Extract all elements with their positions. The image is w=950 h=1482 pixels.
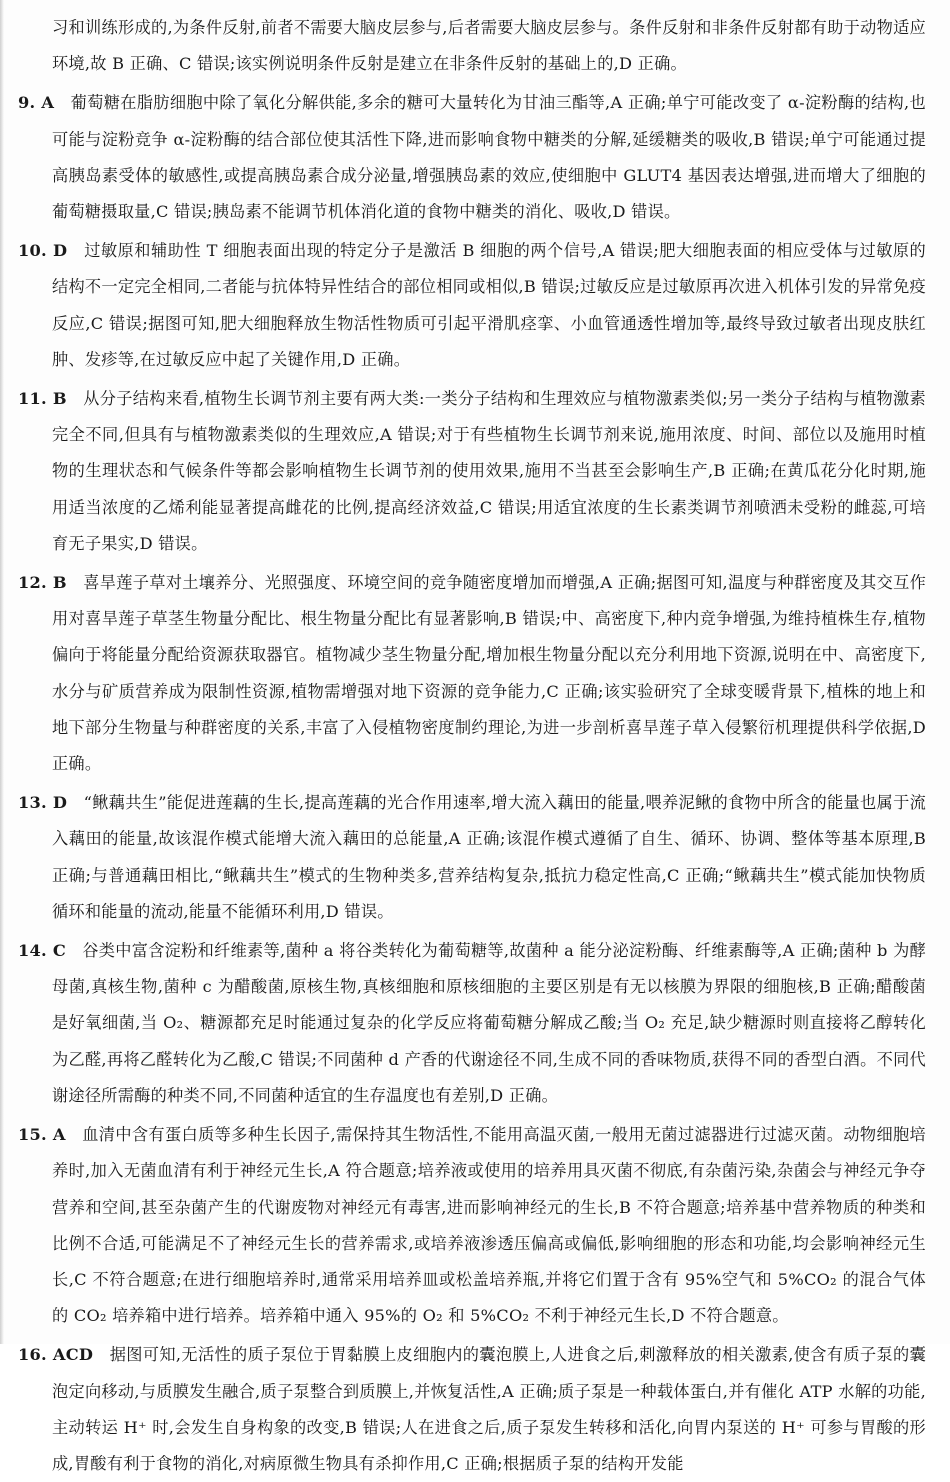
scan-shadow <box>0 0 4 1344</box>
answer-text: 谷类中富含淀粉和纤维素等,菌种 a 将谷类转化为葡萄糖等,故菌种 a 能分泌淀粉酶、纤维素酶等,A 正确;菌种 b 为酵母菌,真核生物,菌种 c 为醋酸菌,原核生物,真核细胞和原核细胞的主要区别是有无以核膜为界限的细胞核,B 正确;醋酸菌是好氧细菌,当 O₂、糖源都充足时能通过复杂的化学反应将葡萄糖分解成乙酸;当 O₂ 充足,缺少糖源时则直接将乙醇转化为乙醛,再将乙醛转化为乙酸,C 错误;不同菌种 d 产香的代谢途径不同,生成不同的香味物质,获得不同的香型白酒。不同代谢途径所需酶的种类不同,不同菌种适宜的生存温度也有差别,D 正确。 <box>52 941 927 1105</box>
answer-label: 11. B <box>18 389 67 409</box>
answer-item-11 <box>18 381 926 562</box>
answer-item-9 <box>18 85 926 230</box>
answer-text: 葡萄糖在脂肪细胞中除了氧化分解供能,多余的糖可大量转化为甘油三酯等,A 正确;单宁可能改变了 α-淀粉酶的结构,也可能与淀粉竞争 α-淀粉酶的结合部位使其活性下降,进而影响食物中糖类的分解,延缓糖类的吸收,B 错误;单宁可能通过提高胰岛素受体的敏感性,或提高胰岛素合成分泌量,增强胰岛素的效应,使细胞中 GLUT4 基因表达增强,进而增大了细胞的葡萄糖摄取量,C 错误;胰岛素不能调节机体消化道的食物中糖类的消化、吸收,D 错误。 <box>52 93 926 222</box>
answer-label: 13. D <box>18 793 68 813</box>
answer-text: 血清中含有蛋白质等多种生长因子,需保持其生物活性,不能用高温灭菌,一般用无菌过滤器进行过滤灭菌。动物细胞培养时,加入无菌血清有利于神经元生长,A 符合题意;培养液或使用的培养用具灭菌不彻底,有杂菌污染,杂菌会与神经元争夺营养和空间,甚至杂菌产生的代谢废物对神经元有毒害,进而影响神经元的生长,B 不符合题意;培养基中营养物质的种类和比例不合适,可能满足不了神经元生长的营养需求,或培养液渗透压偏高或偏低,影响细胞的形态和功能,均会影响神经元生长,C 不符合题意;在进行细胞培养时,通常采用培养皿或松盖培养瓶,并将它们置于含有 95%空气和 5%CO₂ 的混合气体的 CO₂ 培养箱中进行培养。培养箱中通入 95%的 O₂ 和 5%CO₂ 不利于神经元生长,D 不符合题意。 <box>52 1125 926 1326</box>
answer-label: 14. C <box>18 941 66 961</box>
answer-text: “鳅藕共生”能促进莲藕的生长,提高莲藕的光合作用速率,增大流入藕田的能量,喂养泥鳅的食物中所含的能量也属于流入藕田的能量,故该混作模式能增大流入藕田的总能量,A 正确;该混作模式遵循了自生、循环、协调、整体等基本原理,B 正确;与普通藕田相比,“鳅藕共生”模式的生物种类多,营养结构复杂,抵抗力稳定性高,C 正确;“鳅藕共生”模式能加快物质循环和能量的流动,能量不能循环利用,D 错误。 <box>52 793 927 921</box>
continuation-paragraph: 习和训练形成的,为条件反射,前者不需要大脑皮层参与,后者需要大脑皮层参与。条件反射和非条件反射都有助于动物适应环境,故 B 正确、C 错误;该实例说明条件反射是建立在非条件反射的基础上的,D 正确。 <box>52 18 926 74</box>
answer-item-14 <box>18 933 926 1114</box>
answer-item-12 <box>18 565 926 782</box>
answer-label: 12. B <box>18 573 67 593</box>
answer-text: 过敏原和辅助性 T 细胞表面出现的特定分子是激活 B 细胞的两个信号,A 错误;肥大细胞表面的相应受体与过敏原的结构不一定完全相同,二者能与抗体特异性结合的部位相同或相似,B 错误;过敏反应是过敏原再次进入机体引发的异常免疫反应,C 错误;据图可知,肥大细胞释放生物活性物质可引起平滑肌痉挛、小血管通透性增加等,最终导致过敏者出现皮肤红肿、发疹等,在过敏反应中起了关键作用,D 正确。 <box>52 241 926 369</box>
answer-text: 喜旱莲子草对土壤养分、光照强度、环境空间的竞争随密度增加而增强,A 正确;据图可知,温度与种群密度及其交互作用对喜旱莲子草茎生物量分配比、根生物量分配比有显著影响,B 错误;中、高密度下,种内竞争增强,为维持植株生存,植物偏向于将能量分配给资源获取器官。植物减少茎生物量分配,增加根生物量分配以充分利用地下资源,说明在中、高密度下,水分与矿质营养成为限制性资源,植物需增强对地下资源的竞争能力,C 正确;该实验研究了全球变暖背景下,植株的地上和地下部分生物量与种群密度的关系,丰富了入侵植物密度制约理论,为进一步剖析喜旱莲子草入侵繁衍机理提供科学依据,D 正确。 <box>52 573 927 774</box>
answer-label: 16. ACD <box>18 1345 94 1365</box>
answer-label: 15. A <box>18 1125 66 1145</box>
answer-label: 9. A <box>18 93 55 113</box>
answer-item-13 <box>18 785 926 930</box>
answer-item-10 <box>18 233 926 378</box>
answer-item-15 <box>18 1117 926 1334</box>
answer-label: 10. D <box>18 241 68 261</box>
answer-text: 据图可知,无活性的质子泵位于胃黏膜上皮细胞内的囊泡膜上,人进食之后,刺激释放的相关激素,使含有质子泵的囊泡定向移动,与质膜发生融合,质子泵整合到质膜上,并恢复活性,A 正确;质子泵是一种载体蛋白,并有催化 ATP 水解的功能,主动转运 H⁺ 时,会发生自身构象的改变,B 错误;人在进食之后,质子泵发生转移和活化,向胃内泵送的 H⁺ 可参与胃酸的形成,胃酸有利于食物的消化,对病原微生物具有杀抑作用,C 正确;根据质子泵的结构开发能 <box>52 1345 927 1473</box>
answer-item-16 <box>18 1337 926 1482</box>
answer-text: 从分子结构来看,植物生长调节剂主要有两大类:一类分子结构和生理效应与植物激素类似;另一类分子结构与植物激素完全不同,但具有与植物激素类似的生理效应,A 错误;对于有些植物生长调节剂来说,施用浓度、时间、部位以及施用时植物的生理状态和气候条件等都会影响植物生长调节剂的使用效果,施用不当甚至会影响生产,B 正确;在黄瓜花分化时期,施用适当浓度的乙烯利能显著提高雌花的比例,提高经济效益,C 错误;用适宜浓度的生长素类调节剂喷洒未受粉的雌蕊,可培育无子果实,D 错误。 <box>52 389 926 553</box>
